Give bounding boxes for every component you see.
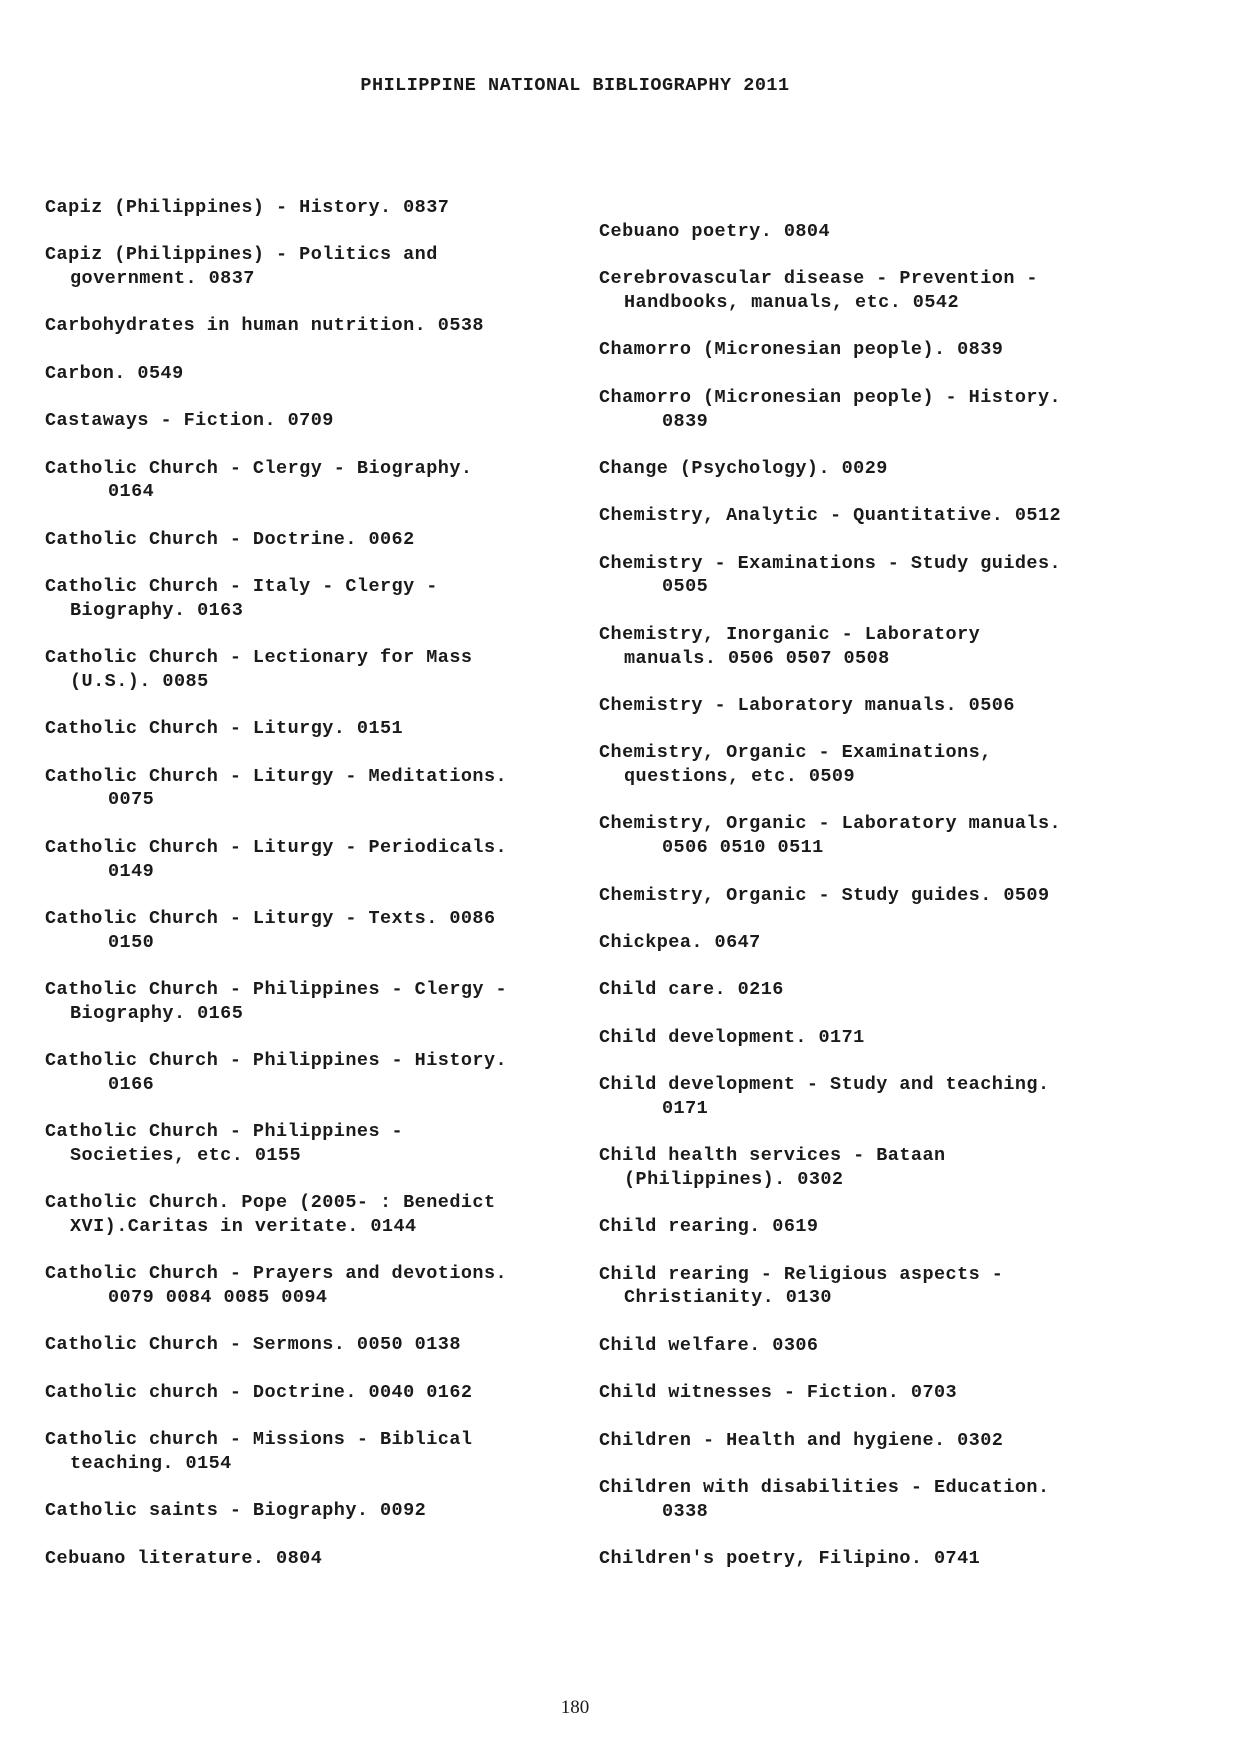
index-entry-continuation: government. 0837 [70, 268, 255, 290]
index-entry-heading: Capiz (Philippines) - Politics and [45, 244, 438, 266]
index-entry-heading: Chemistry, Organic - Study guides. 0509 [599, 884, 1050, 906]
index-entry-continuation: questions, etc. 0509 [624, 766, 856, 788]
index-entry [45, 1333, 585, 1357]
index-entry-heading: Catholic saints - Biography. 0092 [45, 1500, 427, 1522]
index-entry [599, 1476, 1159, 1523]
index-entry-continuation: 0338 [662, 1500, 709, 1522]
index-entry [599, 978, 1159, 1002]
index-entry-heading: Chickpea. 0647 [599, 931, 761, 953]
index-entry-heading: Castaways - Fiction. 0709 [45, 410, 334, 432]
index-entry [599, 338, 1159, 362]
index-entry [45, 1191, 585, 1238]
index-entry [45, 765, 585, 812]
index-entry-heading: Chemistry - Examinations - Study guides. [599, 552, 1062, 574]
index-entry-continuation: XVI).Caritas in veritate. 0144 [70, 1215, 417, 1237]
index-entry-heading: Catholic Church - Philippines - [45, 1121, 404, 1143]
index-entry [599, 267, 1159, 314]
index-entry-heading: Catholic church - Doctrine. 0040 0162 [45, 1381, 473, 1403]
index-entry [599, 504, 1159, 528]
index-entry-heading: Child care. 0216 [599, 979, 784, 1001]
index-entry-heading: Carbon. 0549 [45, 362, 184, 384]
index-entry [45, 409, 585, 433]
index-entry-heading: Carbohydrates in human nutrition. 0538 [45, 315, 484, 337]
index-entry-heading: Child witnesses - Fiction. 0703 [599, 1382, 958, 1404]
index-entry-heading: Catholic Church - Lectionary for Mass [45, 647, 473, 669]
index-entry [599, 1381, 1159, 1405]
index-entry [599, 1073, 1159, 1120]
index-entry-heading: Catholic Church - Doctrine. 0062 [45, 528, 415, 550]
index-entry [45, 907, 585, 954]
index-column-right [599, 220, 1159, 1594]
index-entry [45, 717, 585, 741]
index-entry-heading: Child welfare. 0306 [599, 1334, 819, 1356]
index-entry-heading: Chemistry, Inorganic - Laboratory [599, 623, 981, 645]
index-entry-heading: Chemistry, Organic - Examinations, [599, 742, 992, 764]
index-entry [45, 362, 585, 386]
index-entry [45, 1049, 585, 1096]
index-entry-continuation: manuals. 0506 0507 0508 [624, 647, 890, 669]
index-entry [599, 1334, 1159, 1358]
index-entry-heading: Child development - Study and teaching. [599, 1074, 1050, 1096]
index-entry [45, 1262, 585, 1309]
index-entry [599, 1547, 1159, 1571]
index-entry [599, 457, 1159, 481]
index-entry [599, 931, 1159, 955]
index-entry-heading: Chemistry - Laboratory manuals. 0506 [599, 694, 1015, 716]
index-entry [599, 1263, 1159, 1310]
index-entry-heading: Cerebrovascular disease - Prevention - [599, 268, 1038, 290]
index-entry-heading: Children with disabilities - Education. [599, 1476, 1050, 1498]
index-entry [599, 1026, 1159, 1050]
index-entry-continuation: 0164 [108, 481, 155, 503]
index-entry-heading: Catholic church - Missions - Biblical [45, 1429, 473, 1451]
index-entry-heading: Catholic Church - Liturgy - Meditations. [45, 765, 508, 787]
index-entry [599, 741, 1159, 788]
index-entry [45, 196, 585, 220]
index-entry [599, 884, 1159, 908]
index-entry-heading: Catholic Church - Italy - Clergy - [45, 576, 438, 598]
index-entry [599, 552, 1159, 599]
index-entry-heading: Children's poetry, Filipino. 0741 [599, 1548, 981, 1570]
index-entry-heading: Children - Health and hygiene. 0302 [599, 1429, 1004, 1451]
index-entry-heading: Capiz (Philippines) - History. 0837 [45, 197, 450, 218]
index-entry-heading: Catholic Church. Pope (2005- : Benedict [45, 1192, 496, 1214]
index-entry-continuation: 0166 [108, 1073, 155, 1095]
index-entry-heading: Child rearing - Religious aspects - [599, 1263, 1004, 1285]
index-entry [599, 1429, 1159, 1453]
index-entry-continuation: Societies, etc. 0155 [70, 1144, 302, 1166]
index-entry [45, 243, 585, 290]
index-entry [599, 1144, 1159, 1191]
index-entry-heading: Cebuano literature. 0804 [45, 1547, 323, 1569]
index-entry-continuation: 0506 0510 0511 [662, 837, 824, 859]
index-entry-continuation: Biography. 0163 [70, 599, 244, 621]
index-entry-continuation: (Philippines). 0302 [624, 1168, 844, 1190]
index-entry [45, 836, 585, 883]
index-column-left [45, 196, 585, 1594]
index-entry-heading: Chamorro (Micronesian people). 0839 [599, 339, 1004, 361]
index-entry [599, 1215, 1159, 1239]
index-entry-continuation: 0171 [662, 1097, 709, 1119]
index-entry-continuation: Biography. 0165 [70, 1002, 244, 1024]
index-entry-heading: Child development. 0171 [599, 1026, 865, 1048]
index-entry-heading: Catholic Church - Liturgy. 0151 [45, 718, 404, 740]
index-entry-continuation: 0149 [108, 860, 155, 882]
index-entry-continuation: 0839 [662, 410, 709, 432]
index-entry-heading: Catholic Church - Philippines - History. [45, 1050, 508, 1072]
index-entry-continuation: Handbooks, manuals, etc. 0542 [624, 292, 960, 314]
index-entry-heading: Chemistry, Organic - Laboratory manuals. [599, 813, 1062, 835]
index-entry-heading: Catholic Church - Philippines - Clergy - [45, 979, 508, 1000]
index-entry-heading: Catholic Church - Liturgy - Periodicals. [45, 836, 508, 858]
index-entry [599, 623, 1159, 670]
index-entry-continuation: (U.S.). 0085 [70, 670, 209, 692]
index-entry-heading: Chemistry, Analytic - Quantitative. 0512 [599, 505, 1062, 527]
index-entry-heading: Cebuano poetry. 0804 [599, 221, 831, 242]
index-entry-continuation: 0505 [662, 576, 709, 598]
index-entry [45, 646, 585, 693]
page-number: 180 [560, 1697, 590, 1718]
index-entry-continuation: 0150 [108, 931, 155, 953]
index-entry [599, 386, 1159, 433]
index-entry [45, 978, 585, 1025]
index-entry [45, 314, 585, 338]
index-entry [599, 220, 1159, 244]
index-entry [45, 1499, 585, 1523]
index-entry-continuation: Christianity. 0130 [624, 1287, 832, 1309]
index-entry-continuation: 0075 [108, 789, 155, 811]
index-entry [45, 1120, 585, 1167]
index-entry [45, 1547, 585, 1571]
index-entry-heading: Catholic Church - Liturgy - Texts. 0086 [45, 907, 496, 929]
index-entry [45, 457, 585, 504]
index-entry-continuation: 0079 0084 0085 0094 [108, 1287, 328, 1309]
index-entry [599, 812, 1159, 859]
index-entry-heading: Child rearing. 0619 [599, 1216, 819, 1238]
page-title: PHILIPPINE NATIONAL BIBLIOGRAPHY 2011 [360, 75, 790, 96]
index-entry [45, 575, 585, 622]
index-entry-continuation: teaching. 0154 [70, 1452, 232, 1474]
index-entry-heading: Catholic Church - Prayers and devotions. [45, 1263, 508, 1285]
index-entry-heading: Child health services - Bataan [599, 1145, 946, 1167]
index-entry-heading: Catholic Church - Clergy - Biography. [45, 457, 473, 479]
index-entry-heading: Catholic Church - Sermons. 0050 0138 [45, 1334, 461, 1356]
index-entry-heading: Chamorro (Micronesian people) - History. [599, 386, 1062, 408]
index-entry [45, 1428, 585, 1475]
index-entry-heading: Change (Psychology). 0029 [599, 457, 888, 479]
index-entry [45, 528, 585, 552]
index-entry [599, 694, 1159, 718]
index-entry [45, 1381, 585, 1405]
